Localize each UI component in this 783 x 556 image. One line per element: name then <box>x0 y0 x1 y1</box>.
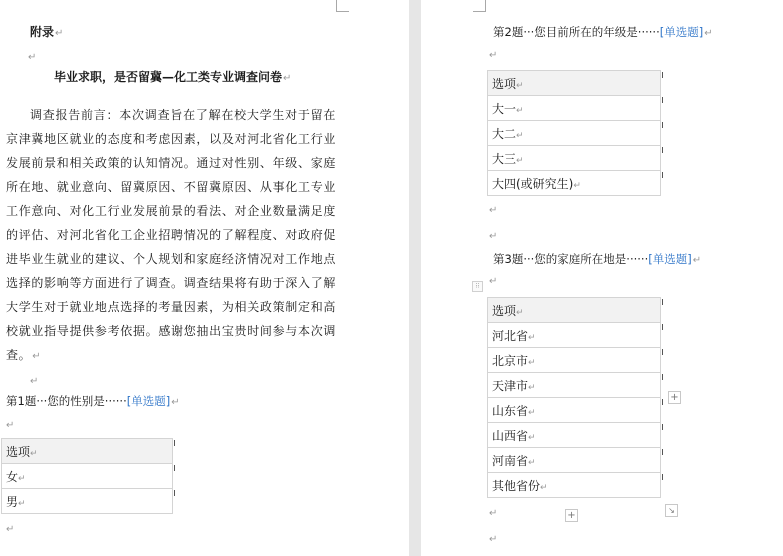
table-cell[interactable]: 山东省↵ <box>488 398 661 423</box>
row-end-mark <box>662 424 663 430</box>
table-move-handle-icon[interactable]: ⁝⁝ <box>472 281 483 292</box>
row-end-mark <box>662 324 663 330</box>
table-row <box>488 473 661 498</box>
preface-line: 大学生对于就业地点选择的考量因素，为相关政策制定和高 <box>6 300 336 314</box>
table-cell[interactable]: 山西省↵ <box>488 423 661 448</box>
table-resize-icon[interactable]: ↘ <box>665 504 678 517</box>
table-row <box>488 146 661 171</box>
table-row <box>2 464 173 489</box>
appendix-heading[interactable]: 附录↵ <box>30 25 64 39</box>
table-row <box>488 398 661 423</box>
row-end-mark <box>174 490 175 496</box>
row-end-mark <box>662 349 663 355</box>
paragraph-mark: ↵ <box>489 534 498 545</box>
table-row <box>2 489 173 514</box>
preface-line: 进毕业生就业的建议、个人规划和家庭经济情况对工作地点 <box>6 252 336 266</box>
table-cell[interactable]: 大四(或研究生)↵ <box>488 171 661 196</box>
table-row <box>488 171 661 196</box>
table-row <box>488 121 661 146</box>
preface-line: 所在地、就业意向、留冀原因、不留冀原因、从事化工专业 <box>6 180 336 194</box>
paragraph-mark: ↵ <box>489 205 498 216</box>
table-cell[interactable]: 选项↵ <box>2 439 173 464</box>
table-row <box>488 71 661 96</box>
preface-line: 的评估、对河北省化工企业招聘情况的了解程度、对政府促 <box>6 228 336 242</box>
single-choice-tag: [单选题] <box>659 25 704 39</box>
table-row <box>488 96 661 121</box>
table-cell[interactable]: 选项↵ <box>488 71 661 96</box>
preface-line: 工作意向、对化工行业发展前景的看法、对企业数量满足度 <box>6 204 336 218</box>
table-row <box>488 373 661 398</box>
page-corner-mark <box>473 0 486 12</box>
row-end-mark <box>662 374 663 380</box>
row-end-mark <box>662 399 663 405</box>
question-3-title[interactable]: 第3题···您的家庭所在地是······[单选题]↵ <box>493 252 702 266</box>
table-cell[interactable]: 男↵ <box>2 489 173 514</box>
preface-line: 查。↵ <box>6 348 42 362</box>
row-end-mark <box>662 97 663 103</box>
row-end-mark <box>174 440 175 446</box>
add-column-icon[interactable]: + <box>668 391 681 404</box>
question-2-title[interactable]: 第2题···您目前所在的年级是······[单选题]↵ <box>493 25 713 39</box>
row-end-mark <box>662 147 663 153</box>
table-cell[interactable]: 其他省份↵ <box>488 473 661 498</box>
row-end-mark <box>662 72 663 78</box>
table-row <box>488 323 661 348</box>
row-end-mark <box>174 465 175 471</box>
paragraph-mark: ↵ <box>489 50 498 61</box>
table-cell[interactable]: 河北省↵ <box>488 323 661 348</box>
table-cell[interactable]: 选项↵ <box>488 298 661 323</box>
table-cell[interactable]: 大三↵ <box>488 146 661 171</box>
row-end-mark <box>662 172 663 178</box>
question-1-title[interactable]: 第1题···您的性别是······[单选题]↵ <box>6 394 180 408</box>
paragraph-mark: ↵ <box>489 231 498 242</box>
row-end-mark <box>662 449 663 455</box>
preface-line: 选择的影响等方面进行了调查。调查结果将有助于深入了解 <box>6 276 336 290</box>
table-cell[interactable]: 天津市↵ <box>488 373 661 398</box>
question-1-options-table[interactable] <box>1 438 173 514</box>
question-3-options-table[interactable] <box>487 297 661 498</box>
paragraph-mark: ↵ <box>6 420 15 431</box>
single-choice-tag: [单选题] <box>126 394 171 408</box>
paragraph-mark: ↵ <box>28 52 37 63</box>
preface-line: 调查报告前言：本次调查旨在了解在校大学生对于留在 <box>30 108 336 122</box>
question-2-options-table[interactable] <box>487 70 661 196</box>
table-cell[interactable]: 女↵ <box>2 464 173 489</box>
preface-line: 京津冀地区就业的态度和考虑因素，以及对河北省化工行业 <box>6 132 336 146</box>
paragraph-mark: ↵ <box>489 276 498 287</box>
survey-title[interactable]: 毕业求职，是否留冀—化工类专业调查问卷↵ <box>54 70 292 84</box>
page-corner-mark <box>336 0 349 12</box>
document-page-right <box>421 0 783 556</box>
preface-line: 校就业指导提供参考依据。感谢您抽出宝贵时间参与本次调 <box>6 324 336 338</box>
paragraph-mark: ↵ <box>489 508 498 519</box>
page-gap <box>409 0 421 556</box>
table-row <box>488 423 661 448</box>
table-cell[interactable]: 北京市↵ <box>488 348 661 373</box>
add-row-icon[interactable]: + <box>565 509 578 522</box>
table-cell[interactable]: 大一↵ <box>488 96 661 121</box>
paragraph-mark: ↵ <box>6 524 15 535</box>
table-cell[interactable]: 河南省↵ <box>488 448 661 473</box>
table-row <box>488 348 661 373</box>
row-end-mark <box>662 299 663 305</box>
single-choice-tag: [单选题] <box>648 252 692 266</box>
table-cell[interactable]: 大二↵ <box>488 121 661 146</box>
paragraph-mark: ↵ <box>30 376 39 387</box>
table-row <box>2 439 173 464</box>
row-end-mark <box>662 122 663 128</box>
row-end-mark <box>662 474 663 480</box>
preface-line: 发展前景和相关政策的认知情况。通过对性别、年级、家庭 <box>6 156 336 170</box>
table-row <box>488 448 661 473</box>
table-row <box>488 298 661 323</box>
